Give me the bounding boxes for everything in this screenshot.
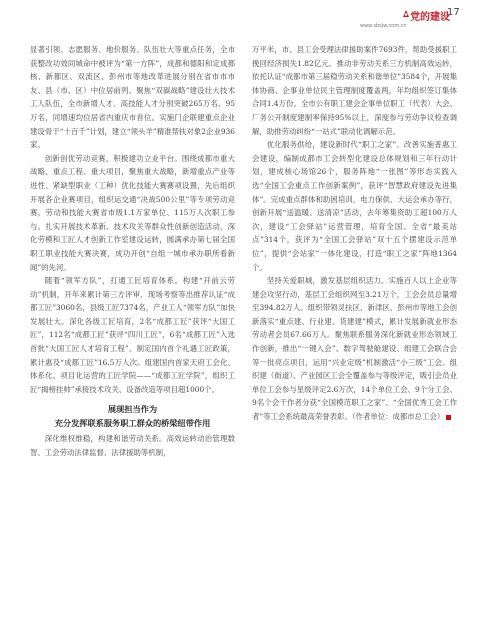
left-column: [30, 43, 235, 460]
paragraph-text: 坚持关爱职城，激发基层组织活力。实施百人以上企业等建会攻坚行动，基层工会组织网至3.21万个，工会会员总量增至394.82万人。组织带领灵扶区、新津区、彭州市等地工会创新落实“重点建、行业建、货建建”模式，累计发展新就业形态劳动者会员67.66万人。聚焦联系服务深化新就业形态领域工作创新，推出“一键入会”、数字驾驶舱建设、组建工会联合会等一批亮点项目，运用“兴业定级”机制激活“小三级”工会。组织建（街道）、产业园区工会全覆盖参与等级评定，吸引会员业单位工会参与星级评定2.6万次，14个单位工会、9个分工会、9名个会干作者分获“全国模范职工之家”、“全国优秀工会工作者”等工会系统最高荣誉表彰。（作者单位：成都市总工会）: [252, 276, 457, 422]
paragraph: 显著引领、志愿服务、地价服务、队伍壮大等重点任务，全市获整改功效同城命中被评为“第一方阵”，成都和德阳和定成都核、新都区、双流区、彭州市等地改革进展分别在省市市市友、县（市、区）中位居前列。聚焦“双碳战略”建设壮大技术工人队伍，全市新增人才、高技能人才分别突破265万名、95万名，同增速均位居省内重庆市首位。实施门企联建重点企业建设骨干“十百千”计划，建立“领头羊”精准帮扶对象2企业936家。: [30, 45, 235, 150]
end-mark-icon: [446, 415, 451, 420]
paragraph: 万平米，市、县工会受理法律援助案件7693件，帮助受援职工挽回经济损失1.82亿元。推动非劳动关系三方机制高效运转，依托认证“成都市第三届稳劳动关系和谐单位”3584个，开展集体协商、企事业单位民主管理制度覆盖两，年均组织签订集体合同1.4万份。全市公有职工建会企事单位职工（代表）大会、厂务公开制度建制率保持95%以上，深度参与劳动争议检查调解，助推劳动纠纷“一站式”联动化调解示范。: [252, 45, 457, 136]
page-header: [0, 0, 484, 34]
section-title: [30, 402, 235, 430]
party-emblem-icon: [402, 9, 410, 18]
section-title-line-1: 展现担当作为: [107, 404, 158, 415]
magazine-logo: 党的建设: [410, 12, 450, 23]
paragraph: 优化服务供给，建设新时代“职工之家”。改善实施普惠工会建设，编制成都市工会转型化建设总体规划和三年行动计划，建成核心场馆26个，服务阵地“一张图”等形态实践入选“全国工会重点工作创新案例”，获评“智慧政府建设先进集体”。完成重点群体和助困培训，电力保供、大运会承办等行，创新开展“送温暖、送清凉”活动，去年筹集资助工超100万人次，建设“工会驿站”运营管理，培育全国、全省“最美站点”314个，获评为“全国工会驿站”双十五个摆建设示范单位”，提供“会站家”一体化建设，打造“职工之家”阵地1364个。: [252, 140, 457, 272]
paragraph: 深化维权维稳，构建和谐劳动关系。高效运转动治管理数智、工会劳动法律监督、法律援助等机制，: [30, 434, 235, 458]
right-column: [252, 43, 457, 424]
site-url: www.sbsjw.com.cn: [360, 23, 407, 29]
paragraph: [252, 274, 457, 424]
section-title-line-2: 充分发挥联系服务职工群众的桥梁纽带作用: [54, 418, 211, 429]
paragraph: 随着“领军方队”，打通工匠培育体系。构建“开前云劳动”机制，开年来累计第三方评审、现场考察等出推荐认证“成都工匠”3060名，县级工匠7374名，产业工人“领军方队”加快发展壮大。深化各级工匠培育，2名“成都工匠”获评“大国工匠”，112名“成都工匠”获评“四川工匠”，6名“成都工匠”入选首批“大国工匠人才培育工程”。制定国内首个礼遇工匠政策，累计惠及“成都工匠”16.5万人次。组建国内首家天府工会化、体系化、项目化运营的工匠学院——“成都工匠学院”，组织工匠“揭榜挂帅”承接技术攻关、设备改造等项目超1000个。: [30, 276, 235, 394]
paragraph: 创新创优劳动竞赛，积极建功立业平台。围绕成都市重大战略、重点工程、重大项目，聚焦重大战略，新增重点产业等进性、紧缺型职业（工种）优化技能大赛赛项设置，先后组织开展各企业赛项目，组织运交通“决战500公里”等专项劳动竞赛，劳动和技能大赛省市级1.1万家单位、115万人次职工参与。扎实开展技术革新、技术攻关等群众性创新创造活动，深化劳模和工匠人才创新工作室建设运转，圆满承办第七届全国职工职业技能大赛决赛，成功开创“自组一城市承办职所看新闻”的先河。: [30, 153, 235, 272]
page-number: 17: [447, 7, 460, 18]
